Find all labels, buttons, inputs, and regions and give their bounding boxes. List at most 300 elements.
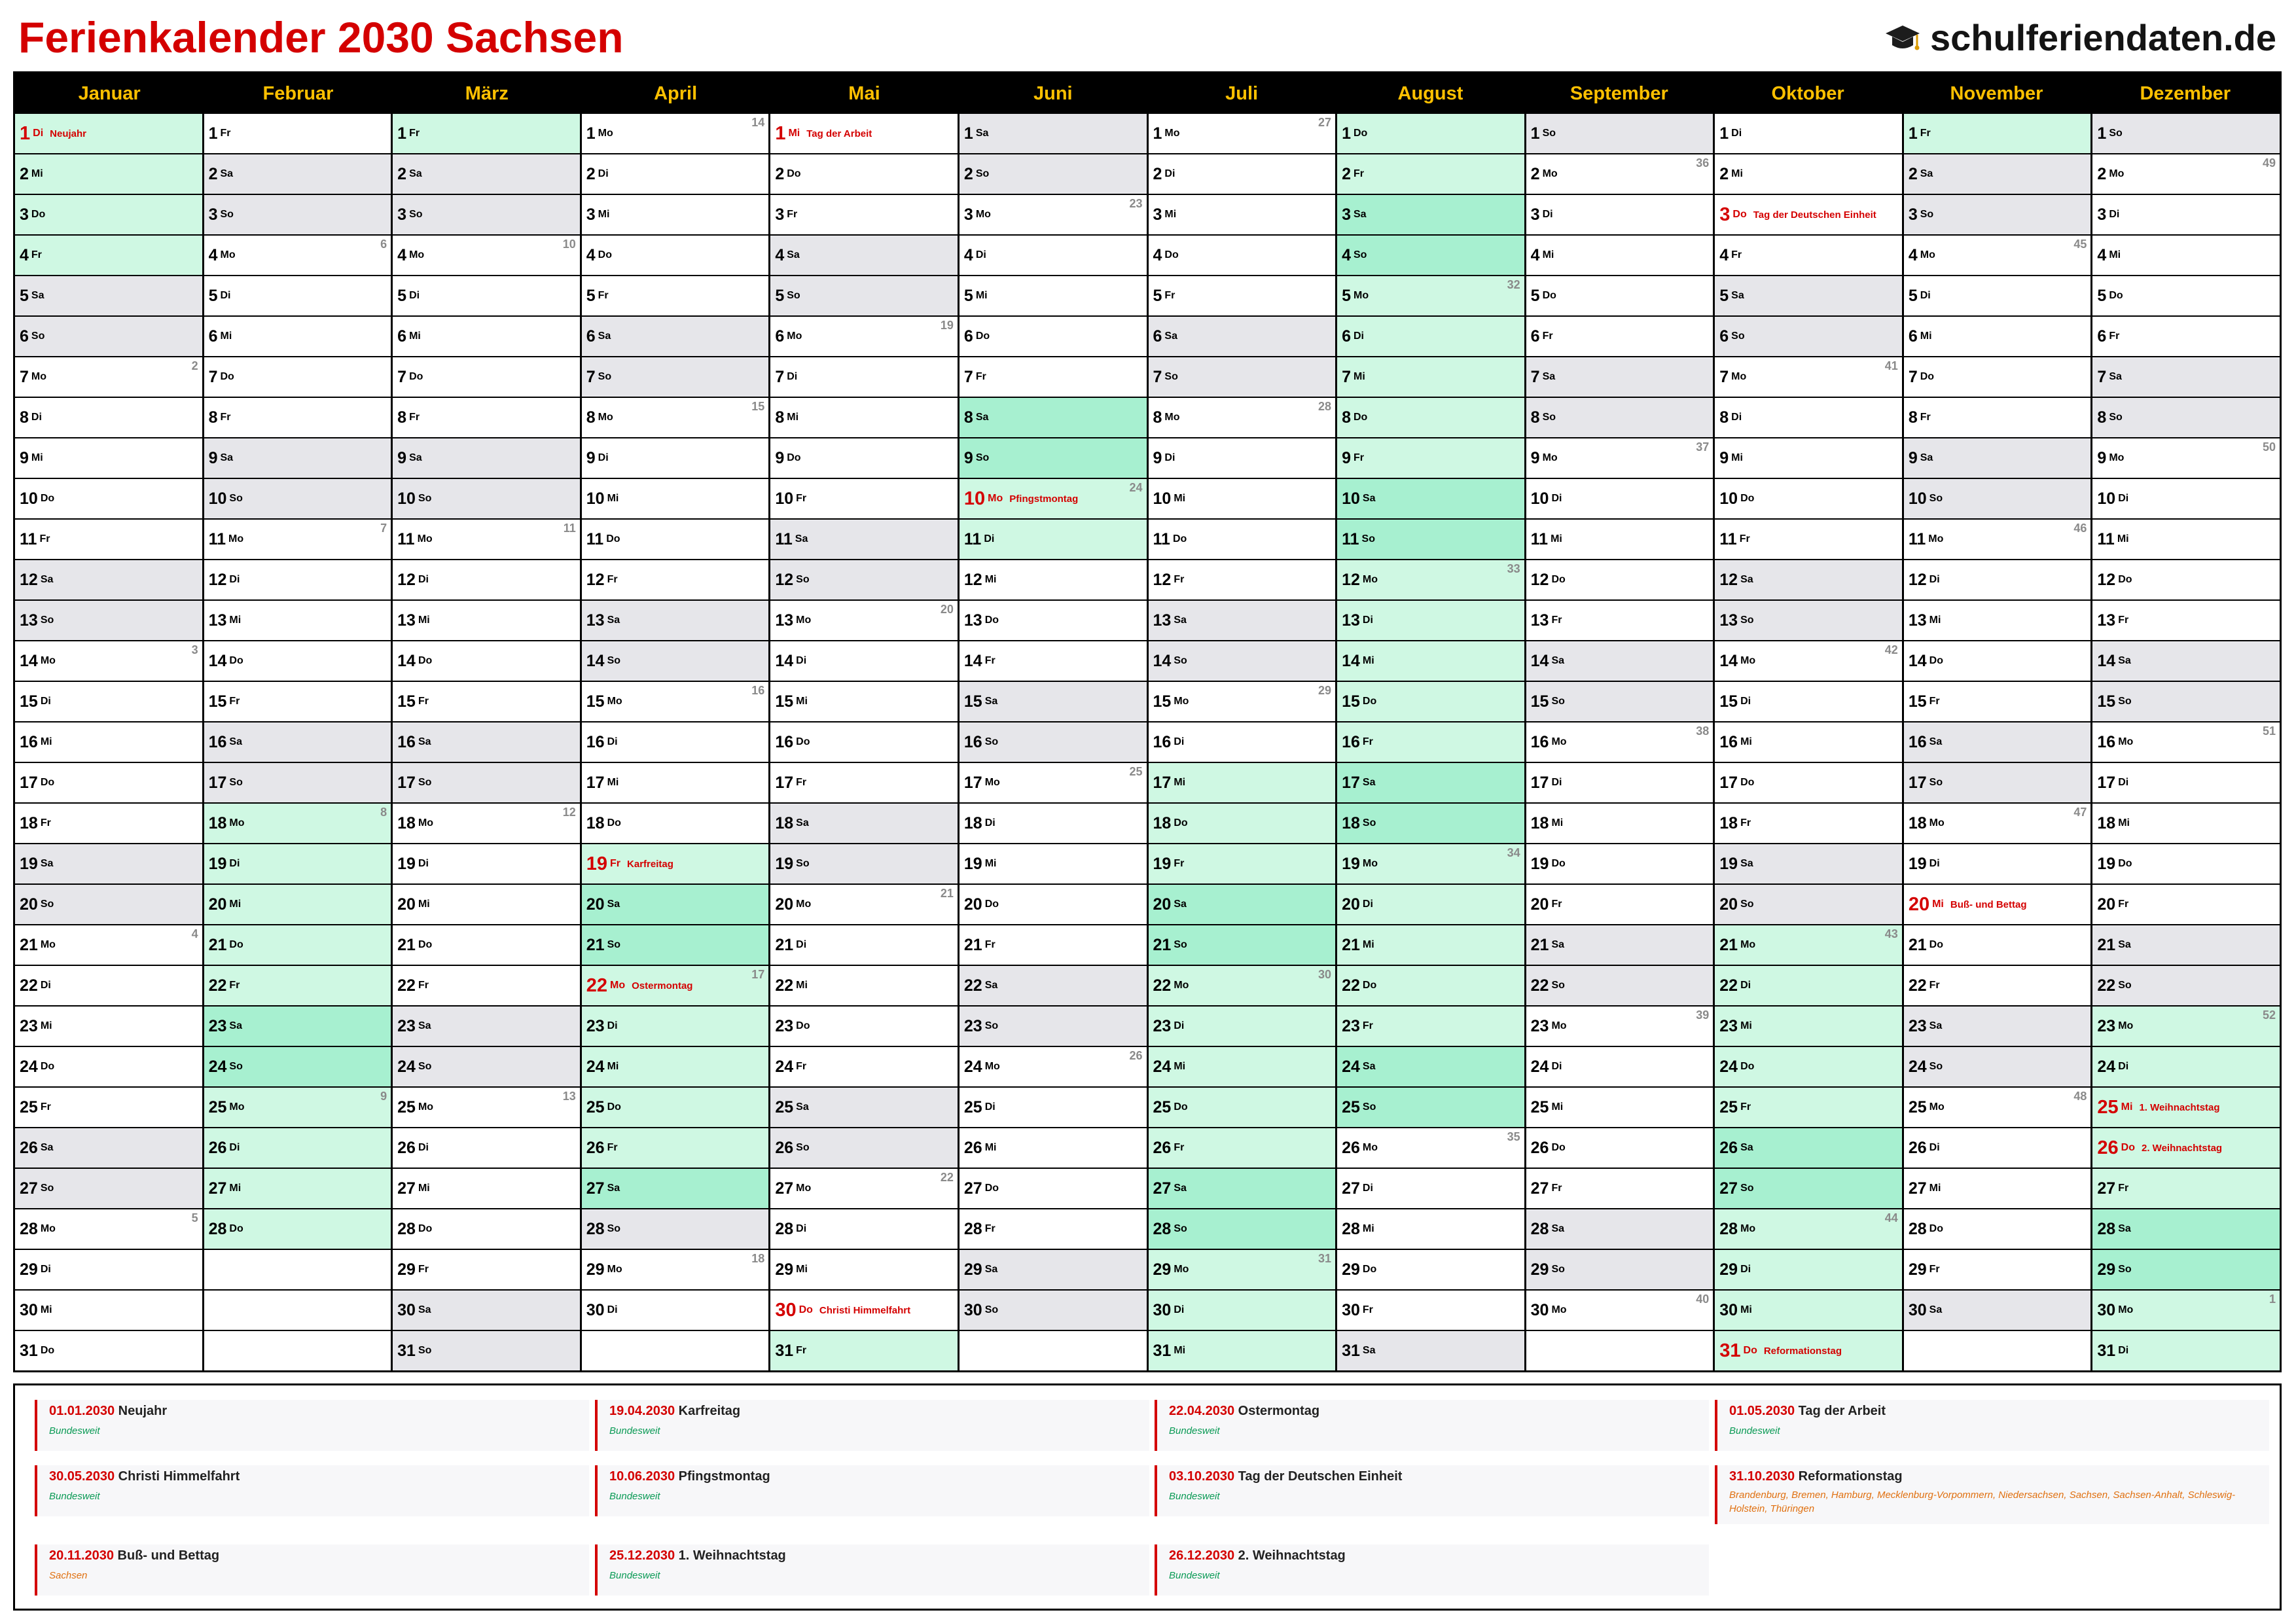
weekday-label: So bbox=[418, 777, 432, 788]
day-cell bbox=[1337, 479, 1524, 518]
day-number: 3 bbox=[1530, 205, 1540, 224]
day-number: 8 bbox=[586, 408, 596, 427]
day-number: 19 bbox=[1153, 854, 1172, 873]
calendar-week-number: 10 bbox=[562, 238, 576, 251]
day-number: 20 bbox=[1530, 895, 1549, 914]
weekday-label: Fr bbox=[1542, 330, 1553, 342]
weekday-label: Mi bbox=[40, 736, 52, 747]
weekday-label: Sa bbox=[795, 533, 808, 544]
day-cell bbox=[582, 925, 769, 965]
day-number: 17 bbox=[397, 773, 416, 792]
calendar-week-number: 49 bbox=[2262, 156, 2276, 169]
weekday-label: Sa bbox=[1362, 493, 1376, 504]
day-cell bbox=[1715, 925, 1902, 965]
day-cell bbox=[770, 1128, 958, 1168]
weekday-label: Di bbox=[1740, 1264, 1751, 1275]
day-number: 16 bbox=[1530, 732, 1549, 751]
legend-holiday-name: Tag der Arbeit bbox=[1795, 1404, 1886, 1418]
day-cell bbox=[1526, 154, 1713, 194]
weekday-label: Sa bbox=[975, 128, 989, 139]
day-number: 23 bbox=[208, 1016, 227, 1035]
day-cell bbox=[582, 1088, 769, 1127]
day-number: 28 bbox=[208, 1219, 227, 1238]
day-number: 17 bbox=[963, 773, 982, 792]
day-cell bbox=[582, 520, 769, 559]
day-number: 24 bbox=[1530, 1057, 1549, 1076]
page-title: Ferienkalender 2030 Sachsen bbox=[18, 13, 624, 62]
weekday-label: Fr bbox=[220, 128, 231, 139]
day-cell bbox=[582, 1291, 769, 1330]
weekday-label: Di bbox=[418, 1142, 429, 1153]
holiday-name: Karfreitag bbox=[627, 858, 673, 870]
day-cell bbox=[2092, 1007, 2280, 1046]
weekday-label: Sa bbox=[2118, 655, 2131, 666]
day-cell bbox=[582, 601, 769, 640]
day-number: 22 bbox=[586, 974, 608, 996]
month-header-row bbox=[15, 73, 2280, 114]
calendar-week-number: 46 bbox=[2073, 522, 2087, 535]
day-cell bbox=[1904, 560, 2091, 599]
day-cell bbox=[2092, 601, 2280, 640]
day-number: 9 bbox=[1530, 448, 1540, 467]
day-cell bbox=[1904, 195, 2091, 234]
calendar-week-number: 8 bbox=[380, 806, 387, 819]
day-cell bbox=[15, 885, 202, 924]
weekday-label: Do bbox=[31, 209, 46, 220]
weekday-label: So bbox=[1353, 249, 1367, 260]
day-number: 22 bbox=[1342, 976, 1360, 995]
month-header: Juni bbox=[1033, 82, 1073, 104]
legend-holiday-name: 1. Weihnachtstag bbox=[675, 1548, 786, 1563]
day-cell bbox=[1904, 114, 2091, 153]
day-cell bbox=[1715, 1250, 1902, 1289]
weekday-label: Mi bbox=[2118, 817, 2130, 829]
day-number: 18 bbox=[1530, 813, 1549, 832]
day-number: 1 bbox=[963, 124, 973, 143]
legend-holiday-date: 01.05.2030 bbox=[1729, 1404, 1795, 1418]
weekday-label: So bbox=[2109, 128, 2123, 139]
weekday-label: Sa bbox=[1362, 1345, 1376, 1356]
day-number: 29 bbox=[20, 1260, 38, 1279]
day-number: 12 bbox=[586, 570, 605, 589]
day-cell bbox=[1715, 398, 1902, 437]
weekday-label: Mo bbox=[984, 1061, 1000, 1072]
weekday-label: Do bbox=[418, 939, 433, 950]
day-number: 15 bbox=[586, 692, 605, 711]
day-number: 9 bbox=[1342, 448, 1351, 467]
weekday-label: Sa bbox=[1740, 1142, 1753, 1153]
legend-holiday-date: 26.12.2030 bbox=[1169, 1548, 1235, 1563]
day-number: 13 bbox=[1719, 611, 1738, 630]
day-number: 17 bbox=[1342, 773, 1360, 792]
calendar-week-number: 6 bbox=[380, 238, 387, 251]
day-cell bbox=[1526, 1128, 1713, 1168]
day-number: 4 bbox=[1342, 245, 1351, 264]
day-number: 19 bbox=[20, 854, 38, 873]
day-cell bbox=[582, 195, 769, 234]
day-number: 23 bbox=[397, 1016, 416, 1035]
day-cell bbox=[2092, 966, 2280, 1005]
day-number: 8 bbox=[1342, 408, 1351, 427]
day-number: 25 bbox=[397, 1097, 416, 1116]
day-number: 28 bbox=[1719, 1219, 1738, 1238]
day-cell bbox=[960, 195, 1147, 234]
weekday-label: Fr bbox=[1929, 980, 1940, 991]
day-cell bbox=[1149, 682, 1336, 721]
day-cell bbox=[204, 560, 391, 599]
weekday-label: Mi bbox=[1362, 939, 1374, 950]
day-number: 2 bbox=[208, 164, 218, 183]
day-cell bbox=[1149, 154, 1336, 194]
day-cell bbox=[1715, 1007, 1902, 1046]
weekday-label: Mo bbox=[409, 249, 425, 260]
day-cell bbox=[1149, 1007, 1336, 1046]
day-cell bbox=[1149, 966, 1336, 1005]
day-number: 18 bbox=[963, 813, 982, 832]
day-number: 21 bbox=[208, 935, 227, 954]
day-number: 14 bbox=[1719, 651, 1738, 670]
day-number: 6 bbox=[1530, 327, 1540, 346]
weekday-label: Sa bbox=[796, 1101, 809, 1113]
weekday-label: Sa bbox=[598, 330, 611, 342]
day-cell bbox=[15, 154, 202, 194]
weekday-label: Di bbox=[598, 168, 609, 179]
calendar-week-number: 19 bbox=[940, 319, 954, 332]
empty-day-cell bbox=[582, 1331, 769, 1370]
day-number: 14 bbox=[1342, 651, 1360, 670]
day-number: 10 bbox=[20, 489, 38, 508]
day-number: 11 bbox=[1342, 529, 1359, 548]
weekday-label: So bbox=[796, 858, 810, 869]
day-number: 2 bbox=[775, 164, 785, 183]
day-cell bbox=[393, 520, 580, 559]
day-number: 24 bbox=[208, 1057, 227, 1076]
day-number: 28 bbox=[775, 1219, 794, 1238]
day-number: 10 bbox=[775, 489, 794, 508]
day-number: 11 bbox=[1153, 529, 1170, 548]
weekday-label: Sa bbox=[1920, 168, 1933, 179]
day-number: 7 bbox=[1530, 367, 1540, 386]
day-cell bbox=[393, 114, 580, 153]
day-cell bbox=[2092, 844, 2280, 883]
day-cell bbox=[1904, 1047, 2091, 1086]
weekday-label: Mo bbox=[796, 899, 812, 910]
weekday-label: Di bbox=[1731, 412, 1742, 423]
holiday-name: 1. Weihnachtstag bbox=[2139, 1101, 2220, 1113]
day-number: 5 bbox=[963, 286, 973, 305]
day-cell bbox=[15, 195, 202, 234]
day-cell bbox=[2092, 763, 2280, 802]
day-number: 3 bbox=[2097, 205, 2107, 224]
day-number: 14 bbox=[397, 651, 416, 670]
day-number: 7 bbox=[2097, 367, 2107, 386]
day-number: 21 bbox=[397, 935, 416, 954]
day-cell bbox=[1526, 1209, 1713, 1249]
day-number: 20 bbox=[2097, 895, 2116, 914]
calendar-week-number: 47 bbox=[2073, 806, 2087, 819]
weekday-label: So bbox=[607, 655, 621, 666]
weekday-label: Sa bbox=[31, 290, 45, 301]
day-cell bbox=[1149, 763, 1336, 802]
weekday-label: Di bbox=[1164, 452, 1175, 463]
calendar-week-number: 4 bbox=[191, 927, 198, 940]
day-number: 20 bbox=[20, 895, 38, 914]
weekday-label: Fr bbox=[409, 412, 420, 423]
weekday-label: Mi bbox=[229, 1183, 242, 1194]
weekday-label: Mi bbox=[1740, 736, 1752, 747]
weekday-label: Di bbox=[40, 696, 51, 707]
day-number: 14 bbox=[208, 651, 227, 670]
day-number: 9 bbox=[208, 448, 218, 467]
day-cell bbox=[393, 236, 580, 275]
calendar-week-number: 27 bbox=[1318, 116, 1332, 129]
day-cell bbox=[1337, 966, 1524, 1005]
legend-holiday-name: Karfreitag bbox=[675, 1404, 741, 1418]
day-cell bbox=[582, 1007, 769, 1046]
day-cell bbox=[1149, 601, 1336, 640]
day-number: 7 bbox=[1153, 367, 1162, 386]
day-number: 3 bbox=[1153, 205, 1162, 224]
day-cell bbox=[1904, 438, 2091, 478]
day-number: 19 bbox=[586, 853, 608, 874]
day-cell bbox=[770, 885, 958, 924]
day-number: 8 bbox=[397, 408, 407, 427]
day-cell bbox=[204, 1007, 391, 1046]
day-cell bbox=[1526, 722, 1713, 762]
day-number: 3 bbox=[963, 205, 973, 224]
day-cell bbox=[2092, 276, 2280, 315]
legend-holiday-scope: Bundesweit bbox=[49, 1491, 100, 1502]
day-number: 7 bbox=[586, 367, 596, 386]
brand-logo[interactable] bbox=[1884, 12, 2276, 64]
day-number: 19 bbox=[963, 854, 982, 873]
weekday-label: Mi bbox=[418, 899, 430, 910]
day-number: 24 bbox=[20, 1057, 38, 1076]
day-number: 2 bbox=[397, 164, 407, 183]
day-cell bbox=[770, 236, 958, 275]
day-cell bbox=[204, 885, 391, 924]
weekday-label: Mo bbox=[31, 371, 47, 382]
day-number: 2 bbox=[20, 164, 29, 183]
day-number: 7 bbox=[1342, 367, 1351, 386]
weekday-label: So bbox=[2118, 696, 2132, 707]
day-number: 21 bbox=[1719, 935, 1738, 954]
weekday-label: So bbox=[607, 939, 621, 950]
day-cell bbox=[15, 398, 202, 437]
weekday-label: So bbox=[1740, 1183, 1754, 1194]
day-number: 14 bbox=[586, 651, 605, 670]
day-number: 22 bbox=[208, 976, 227, 995]
day-cell bbox=[582, 722, 769, 762]
weekday-label: So bbox=[1551, 1264, 1565, 1275]
weekday-label: Do bbox=[1174, 817, 1188, 829]
weekday-label: Fr bbox=[1174, 574, 1185, 585]
day-cell bbox=[1337, 114, 1524, 153]
weekday-label: Di bbox=[418, 574, 429, 585]
weekday-label: Mi bbox=[1551, 533, 1562, 544]
day-cell bbox=[1904, 763, 2091, 802]
weekday-label: Do bbox=[40, 1345, 55, 1356]
day-number: 21 bbox=[963, 935, 982, 954]
weekday-label: Mi bbox=[1551, 817, 1564, 829]
day-cell bbox=[1904, 1007, 2091, 1046]
weekday-label: Mi bbox=[607, 493, 619, 504]
calendar-grid bbox=[15, 114, 2280, 1370]
weekday-label: Mo bbox=[984, 777, 1000, 788]
day-number: 13 bbox=[1530, 611, 1549, 630]
day-cell bbox=[393, 438, 580, 478]
weekday-label: Fr bbox=[796, 1061, 807, 1072]
weekday-label: So bbox=[1929, 493, 1943, 504]
weekday-label: Di bbox=[2118, 1345, 2129, 1356]
weekday-label: Di bbox=[1929, 1142, 1940, 1153]
legend-holiday-item bbox=[595, 1465, 1149, 1516]
legend-holiday-item bbox=[1715, 1465, 2269, 1524]
weekday-label: Do bbox=[796, 1020, 810, 1031]
weekday-label: So bbox=[409, 209, 423, 220]
day-number: 30 bbox=[397, 1300, 416, 1319]
calendar-week-number: 42 bbox=[1884, 643, 1898, 656]
day-cell bbox=[582, 1169, 769, 1208]
weekday-label: Mo bbox=[1551, 1304, 1567, 1315]
day-number: 20 bbox=[208, 895, 227, 914]
day-number: 30 bbox=[1530, 1300, 1549, 1319]
day-cell bbox=[1526, 114, 1713, 153]
day-number: 1 bbox=[1530, 124, 1540, 143]
weekday-label: Di bbox=[1929, 858, 1940, 869]
weekday-label: Sa bbox=[1551, 939, 1565, 950]
day-cell bbox=[1149, 114, 1336, 153]
day-number: 11 bbox=[208, 529, 226, 548]
day-number: 9 bbox=[1719, 448, 1729, 467]
day-cell bbox=[2092, 1088, 2280, 1127]
weekday-label: Do bbox=[796, 736, 810, 747]
day-number: 25 bbox=[1530, 1097, 1549, 1116]
day-number: 13 bbox=[586, 611, 605, 630]
weekday-label: Do bbox=[40, 777, 55, 788]
day-number: 30 bbox=[2097, 1300, 2116, 1319]
weekday-label: Di bbox=[607, 736, 618, 747]
day-cell bbox=[15, 1088, 202, 1127]
weekday-label: Mi bbox=[984, 858, 997, 869]
day-cell bbox=[2092, 114, 2280, 153]
day-number: 2 bbox=[1342, 164, 1351, 183]
day-cell bbox=[770, 925, 958, 965]
day-number: 22 bbox=[775, 976, 794, 995]
day-number: 16 bbox=[1908, 732, 1927, 751]
day-number: 31 bbox=[1719, 1340, 1741, 1361]
day-number: 29 bbox=[397, 1260, 416, 1279]
day-cell bbox=[1715, 601, 1902, 640]
day-number: 17 bbox=[2097, 773, 2116, 792]
day-cell bbox=[1337, 925, 1524, 965]
weekday-label: So bbox=[1362, 1101, 1376, 1113]
weekday-label: So bbox=[1929, 777, 1943, 788]
weekday-label: Fr bbox=[1353, 452, 1364, 463]
weekday-label: Di bbox=[1731, 128, 1742, 139]
day-cell bbox=[1715, 966, 1902, 1005]
weekday-label: Mo bbox=[1164, 128, 1180, 139]
weekday-label: Di bbox=[1551, 777, 1562, 788]
day-number: 15 bbox=[1342, 692, 1360, 711]
day-cell bbox=[204, 276, 391, 315]
day-number: 23 bbox=[586, 1016, 605, 1035]
weekday-label: Fr bbox=[1551, 615, 1562, 626]
calendar-week-number: 44 bbox=[1884, 1211, 1898, 1224]
day-cell bbox=[204, 236, 391, 275]
weekday-label: Fr bbox=[418, 980, 429, 991]
day-cell bbox=[1337, 804, 1524, 843]
weekday-label: Mo bbox=[418, 1101, 434, 1113]
day-cell bbox=[393, 479, 580, 518]
day-cell bbox=[15, 722, 202, 762]
day-number: 13 bbox=[20, 611, 38, 630]
weekday-label: Fr bbox=[418, 696, 429, 707]
day-number: 21 bbox=[1153, 935, 1172, 954]
weekday-label: Mi bbox=[1174, 777, 1186, 788]
day-number: 19 bbox=[208, 854, 227, 873]
weekday-label: Fr bbox=[1353, 168, 1364, 179]
legend-holiday-item bbox=[1155, 1400, 1709, 1451]
calendar-week-number: 9 bbox=[380, 1090, 387, 1103]
day-number: 27 bbox=[1530, 1179, 1549, 1198]
day-number: 8 bbox=[208, 408, 218, 427]
day-cell bbox=[204, 844, 391, 883]
day-cell bbox=[1149, 398, 1336, 437]
day-number: 4 bbox=[1530, 245, 1540, 264]
weekday-label: Di bbox=[1542, 209, 1553, 220]
weekday-label: Fr bbox=[39, 533, 50, 544]
day-number: 3 bbox=[208, 205, 218, 224]
holiday-name: Ostermontag bbox=[632, 980, 693, 991]
weekday-label: Fr bbox=[610, 858, 621, 869]
weekday-label: Mi bbox=[1164, 209, 1177, 220]
weekday-label: Mi bbox=[1174, 493, 1186, 504]
day-cell bbox=[1149, 438, 1336, 478]
day-cell bbox=[770, 1250, 958, 1289]
day-cell bbox=[1526, 438, 1713, 478]
day-cell bbox=[1715, 154, 1902, 194]
day-cell bbox=[2092, 722, 2280, 762]
day-number: 24 bbox=[2097, 1057, 2116, 1076]
day-cell bbox=[770, 1088, 958, 1127]
day-number: 1 bbox=[20, 122, 31, 144]
day-number: 8 bbox=[1153, 408, 1162, 427]
weekday-label: Mi bbox=[40, 1020, 52, 1031]
weekday-label: Mo bbox=[40, 655, 56, 666]
weekday-label: Do bbox=[229, 1223, 243, 1234]
day-cell bbox=[1715, 885, 1902, 924]
day-cell bbox=[960, 722, 1147, 762]
weekday-label: Fr bbox=[607, 1142, 618, 1153]
day-cell bbox=[393, 885, 580, 924]
day-cell bbox=[2092, 1331, 2280, 1370]
day-cell bbox=[2092, 520, 2280, 559]
day-number: 22 bbox=[1530, 976, 1549, 995]
weekday-label: Mo bbox=[975, 209, 991, 220]
weekday-label: So bbox=[229, 493, 243, 504]
weekday-label: So bbox=[1362, 817, 1376, 829]
weekday-label: So bbox=[2109, 412, 2123, 423]
day-cell bbox=[15, 520, 202, 559]
day-number: 18 bbox=[1719, 813, 1738, 832]
day-cell bbox=[204, 925, 391, 965]
day-cell bbox=[960, 479, 1147, 518]
calendar-week-number: 36 bbox=[1696, 156, 1710, 169]
weekday-label: Fr bbox=[984, 1223, 996, 1234]
legend-holiday-scope: Bundesweit bbox=[1169, 1491, 1220, 1502]
day-cell bbox=[960, 560, 1147, 599]
